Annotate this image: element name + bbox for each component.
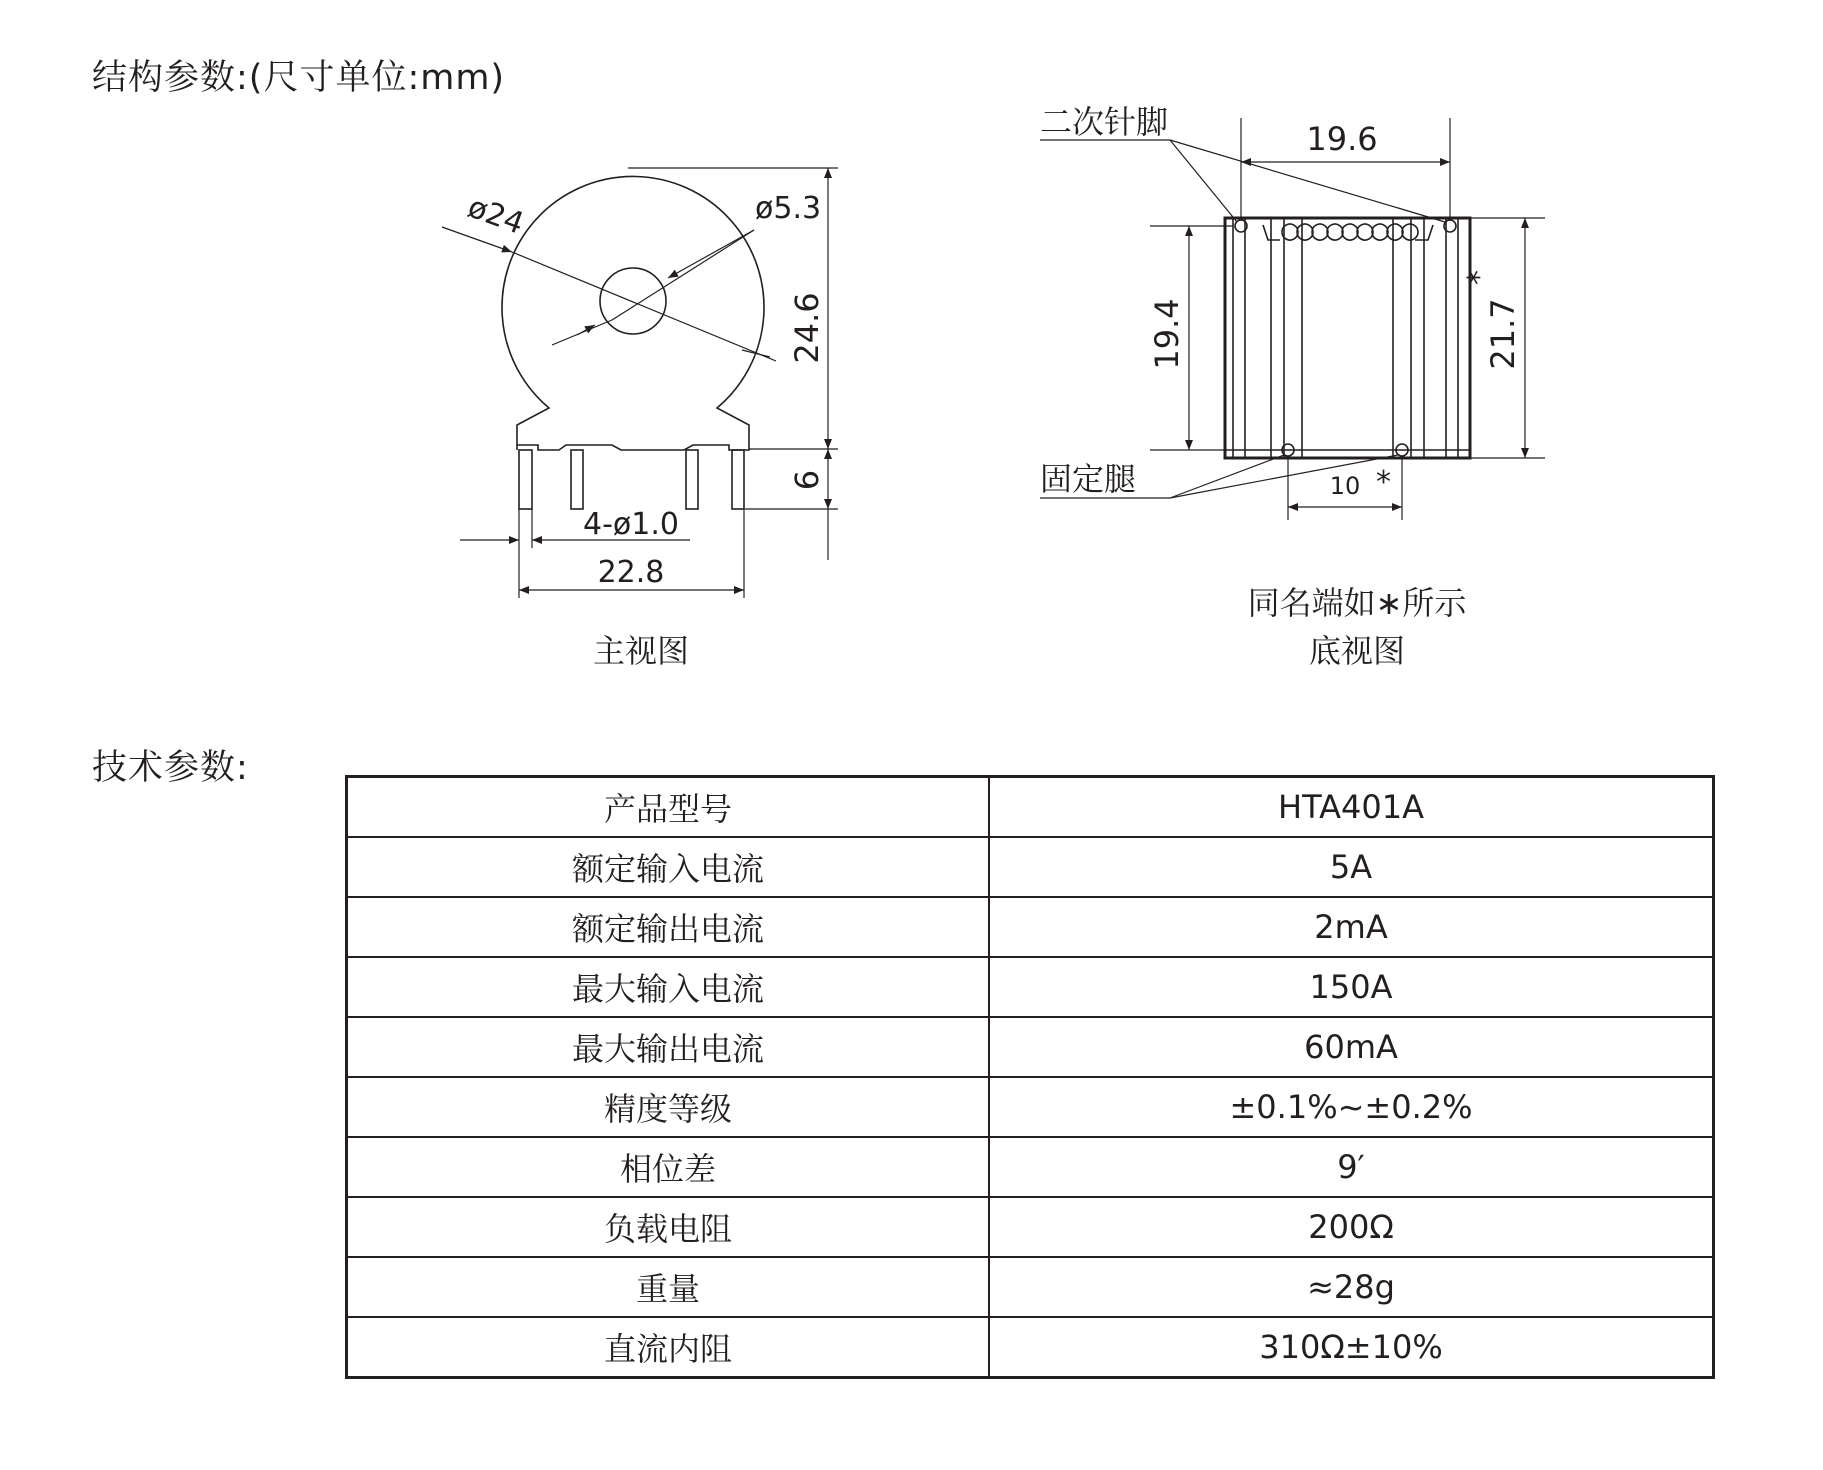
- table-row: [347, 1197, 1714, 1257]
- dia24-line: [512, 252, 776, 361]
- table-row: [347, 957, 1714, 1017]
- param-value: 5A: [989, 837, 1714, 897]
- param-name: 产品型号: [347, 777, 990, 838]
- label-inner-height: 19.4: [1148, 298, 1186, 370]
- table-row: [347, 1257, 1714, 1317]
- structure-title: 结构参数:(尺寸单位:mm): [92, 58, 506, 98]
- label-dia24: ø24: [463, 189, 529, 242]
- polarity-star-bottom: *: [1376, 465, 1391, 500]
- spec-table: [345, 775, 1715, 1379]
- param-value: 9′: [989, 1137, 1714, 1197]
- table-row: [347, 1077, 1714, 1137]
- dia53-arrow: [668, 230, 754, 278]
- polarity-star-side: *: [1450, 270, 1485, 285]
- table-row: [347, 1317, 1714, 1378]
- label-top-width: 19.6: [1306, 120, 1378, 158]
- table-row: [347, 777, 1714, 838]
- bottom-body-outline: [1225, 218, 1470, 458]
- winding-coil: [1263, 224, 1433, 240]
- param-name: 重量: [347, 1257, 990, 1317]
- param-value: ≈28g: [989, 1257, 1714, 1317]
- pin-2: [571, 450, 583, 509]
- spec-table-body: [347, 777, 1714, 1378]
- table-row: [347, 1137, 1714, 1197]
- param-value: HTA401A: [989, 777, 1714, 838]
- label-secondary-pins: 二次针脚: [1040, 103, 1169, 141]
- dia53-arrow2: [577, 325, 595, 335]
- table-row: [347, 897, 1714, 957]
- param-name: 最大输入电流: [347, 957, 990, 1017]
- param-value: 200Ω: [989, 1197, 1714, 1257]
- polarity-note: 同名端如∗所示: [1247, 584, 1467, 622]
- leader: [1170, 140, 1237, 222]
- center-hole: [600, 268, 666, 334]
- table-row: [347, 837, 1714, 897]
- label-leg-spacing: 10: [1329, 472, 1361, 500]
- param-name: 精度等级: [347, 1077, 990, 1137]
- bottom-view-caption: 底视图: [1308, 632, 1405, 670]
- pin-1: [519, 450, 532, 509]
- label-dia53: ø5.3: [755, 191, 822, 226]
- bottom-view: [1040, 103, 1545, 520]
- param-name: 额定输入电流: [347, 837, 990, 897]
- param-name: 额定输出电流: [347, 897, 990, 957]
- param-name: 最大输出电流: [347, 1017, 990, 1077]
- param-value: 2mA: [989, 897, 1714, 957]
- table-row: [347, 1017, 1714, 1077]
- param-value: 60mA: [989, 1017, 1714, 1077]
- label-pins: 4-ø1.0: [583, 507, 679, 542]
- leader: [1170, 455, 1398, 498]
- technical-title: 技术参数:: [92, 748, 249, 788]
- dia53-line: [612, 230, 754, 320]
- param-value: 150A: [989, 957, 1714, 1017]
- pin-4: [732, 450, 744, 509]
- param-name: 相位差: [347, 1137, 990, 1197]
- front-view: [442, 168, 838, 598]
- label-fixed-legs: 固定腿: [1040, 460, 1137, 498]
- front-view-caption: 主视图: [592, 632, 689, 670]
- label-outer-height: 21.7: [1484, 298, 1522, 370]
- label-width: 22.8: [597, 555, 665, 590]
- label-pin-len: 6: [788, 469, 826, 491]
- front-body-outline: [502, 176, 764, 450]
- param-name: 直流内阻: [347, 1317, 990, 1378]
- param-value: 310Ω±10%: [989, 1317, 1714, 1378]
- param-name: 负载电阻: [347, 1197, 990, 1257]
- label-height: 24.6: [788, 292, 826, 364]
- pin-3: [686, 450, 698, 509]
- leader: [1170, 455, 1284, 498]
- param-value: ±0.1%~±0.2%: [989, 1077, 1714, 1137]
